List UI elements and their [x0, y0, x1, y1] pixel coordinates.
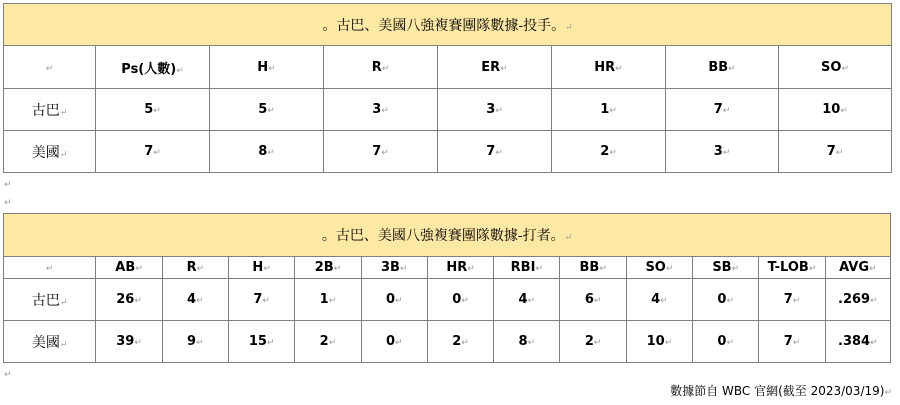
table-cell: [427, 279, 493, 321]
cell-value: 9: [187, 334, 197, 349]
cell-end-mark: ↵: [564, 233, 573, 243]
team-name-cell: [4, 89, 96, 131]
cell-end-mark: ↵: [328, 296, 337, 306]
cell-value: 10: [646, 334, 665, 349]
table-cell: [361, 321, 427, 363]
cell-value: 7: [783, 292, 793, 307]
cell-end-mark: ↵: [467, 264, 475, 274]
cell-end-mark: ↵: [267, 148, 275, 158]
cell-value: 4: [518, 292, 528, 307]
cell-end-mark: ↵: [153, 106, 161, 116]
team-name-cell: [4, 131, 96, 173]
cell-value: 1: [319, 292, 329, 307]
paragraph-mark: ↵: [4, 198, 12, 208]
table-cell: [210, 89, 324, 131]
cell-end-mark: ↵: [268, 63, 276, 74]
cell-value: 7: [713, 102, 723, 117]
cell-end-mark: ↵: [381, 148, 389, 158]
batting-header: [295, 257, 361, 279]
paragraph-mark: ↵: [884, 388, 892, 398]
pitching-header-empty: [4, 46, 96, 89]
table-cell: [162, 321, 228, 363]
table-cell: [324, 131, 438, 173]
cell-end-mark: ↵: [196, 338, 204, 348]
cell-end-mark: ↵: [59, 107, 68, 118]
cell-value: 3: [486, 102, 496, 117]
cell-value: 0: [385, 292, 395, 307]
cell-end-mark: ↵: [527, 338, 536, 348]
batting-header-text: 2B: [314, 260, 334, 275]
cell-end-mark: ↵: [731, 264, 740, 274]
pitching-header: [666, 46, 779, 89]
cell-end-mark: ↵: [660, 296, 668, 306]
table-cell: [96, 89, 210, 131]
cell-end-mark: ↵: [59, 339, 68, 350]
cell-end-mark: ↵: [153, 148, 161, 158]
cell-value: 7: [253, 292, 263, 307]
cell-end-mark: ↵: [176, 65, 184, 76]
batting-header: [427, 257, 493, 279]
table-cell: [96, 131, 210, 173]
cell-value: 26: [116, 292, 135, 307]
table-cell: [693, 321, 759, 363]
pitching-header: [210, 46, 324, 89]
batting-header-text: AVG: [839, 260, 870, 275]
pitching-row-cuba: [4, 89, 892, 131]
table-cell: [494, 321, 560, 363]
pitching-table-wrap: [3, 3, 891, 173]
cell-end-mark: ↵: [869, 264, 877, 274]
batting-header: [560, 257, 626, 279]
cell-end-mark: ↵: [394, 338, 403, 348]
team-name: 美國: [31, 334, 60, 351]
batting-header: [825, 257, 890, 279]
cell-value: 4: [187, 292, 197, 307]
team-name: 古巴: [31, 292, 60, 309]
cell-end-mark: ↵: [565, 22, 573, 33]
cell-value: 0: [717, 334, 727, 349]
cell-value: 7: [826, 144, 836, 159]
cell-value: 7: [486, 144, 496, 159]
batting-header-text: AB: [115, 260, 136, 275]
batting-header: [361, 257, 427, 279]
source-note-text: 數據節自 WBC 官網(截至 2023/03/19): [670, 384, 885, 398]
table-cell: [361, 279, 427, 321]
cell-value: .384: [838, 334, 871, 349]
cell-end-mark: ↵: [394, 296, 403, 306]
cell-end-mark: ↵: [841, 63, 849, 74]
paragraph-mark: ↵: [4, 370, 12, 380]
cell-value: 0: [385, 334, 395, 349]
cell-end-mark: ↵: [262, 296, 270, 306]
table-cell: [666, 131, 779, 173]
cell-value: 3: [713, 144, 723, 159]
cell-end-mark: ↵: [399, 264, 408, 274]
cell-end-mark: ↵: [266, 338, 275, 348]
batting-header-text: H: [252, 260, 264, 275]
pitching-header: [779, 46, 892, 89]
table-cell: [779, 89, 892, 131]
table-cell: [96, 279, 162, 321]
cell-end-mark: ↵: [609, 106, 617, 116]
table-cell: [427, 321, 493, 363]
team-name-cell: [4, 279, 96, 321]
table-cell: [229, 279, 295, 321]
cell-value: 8: [518, 334, 528, 349]
table-cell: [324, 89, 438, 131]
batting-table-wrap: [3, 213, 891, 363]
pitching-header-text: BB: [708, 59, 729, 75]
cell-value: 7: [783, 334, 793, 349]
cell-end-mark: ↵: [593, 296, 602, 306]
cell-end-mark: ↵: [792, 338, 801, 348]
cell-value: .269: [838, 292, 871, 307]
table-cell: [759, 321, 825, 363]
cell-end-mark: ↵: [870, 296, 878, 306]
batting-header: [229, 257, 295, 279]
table-cell: [552, 131, 666, 173]
pitching-table: [3, 3, 892, 173]
cell-value: 2: [600, 144, 610, 159]
table-cell: [560, 279, 626, 321]
batting-header-text: 3B: [380, 260, 400, 275]
cell-end-mark: ↵: [500, 63, 508, 74]
pitching-header-text: HR: [594, 59, 616, 75]
paragraph-mark: ↵: [4, 180, 12, 190]
cell-value: 7: [144, 144, 154, 159]
pitching-header-text: SO: [821, 59, 842, 75]
cell-end-mark: ↵: [196, 264, 205, 274]
batting-header: [96, 257, 162, 279]
cell-end-mark: ↵: [333, 264, 342, 274]
batting-header: [626, 257, 692, 279]
cell-end-mark: ↵: [381, 106, 389, 116]
batting-title: [4, 214, 891, 257]
cell-end-mark: ↵: [840, 106, 848, 116]
cell-end-mark: ↵: [665, 264, 674, 274]
cell-value: 6: [584, 292, 594, 307]
table-cell: [693, 279, 759, 321]
batting-header: [494, 257, 560, 279]
cell-end-mark: ↵: [45, 63, 54, 74]
cell-end-mark: ↵: [328, 338, 337, 348]
batting-row-usa: [4, 321, 891, 363]
pitching-header-row: [4, 46, 892, 89]
cell-end-mark: ↵: [134, 338, 142, 348]
cell-end-mark: ↵: [527, 296, 536, 306]
cell-value: 2: [452, 334, 462, 349]
table-cell: [295, 279, 361, 321]
cell-end-mark: ↵: [726, 338, 735, 348]
cell-end-mark: ↵: [45, 264, 54, 274]
table-cell: [438, 131, 552, 173]
table-cell: [494, 279, 560, 321]
batting-header-empty: [4, 257, 96, 279]
table-cell: [626, 279, 692, 321]
pitching-header-text: Ps(人數): [121, 61, 177, 77]
cell-end-mark: ↵: [792, 296, 801, 306]
cell-value: 10: [822, 102, 841, 117]
cell-value: 1: [600, 102, 610, 117]
cell-value: 3: [372, 102, 382, 117]
pitching-header: [96, 46, 210, 89]
table-cell: [825, 321, 890, 363]
cell-value: 15: [248, 334, 267, 349]
batting-header: [759, 257, 825, 279]
batting-header-row: [4, 257, 891, 279]
cell-value: 0: [717, 292, 727, 307]
cell-end-mark: ↵: [461, 338, 469, 348]
batting-header-text: T-LOB: [767, 260, 809, 275]
cell-end-mark: ↵: [134, 296, 142, 306]
table-cell: [759, 279, 825, 321]
batting-header-text: SB: [712, 260, 732, 275]
cell-end-mark: ↵: [722, 106, 731, 116]
cell-end-mark: ↵: [263, 264, 271, 274]
table-cell: [626, 321, 692, 363]
pitching-title-row: [4, 4, 892, 46]
table-cell: [560, 321, 626, 363]
table-cell: [552, 89, 666, 131]
pitching-header: [552, 46, 666, 89]
cell-end-mark: ↵: [135, 264, 143, 274]
pitching-title: [4, 4, 892, 46]
cell-end-mark: ↵: [535, 264, 543, 274]
cell-end-mark: ↵: [59, 297, 68, 308]
cell-end-mark: ↵: [461, 296, 469, 306]
cell-value: 8: [258, 144, 268, 159]
team-name: 古巴: [31, 102, 60, 119]
table-cell: [438, 89, 552, 131]
cell-end-mark: ↵: [59, 149, 68, 160]
cell-value: 2: [319, 334, 329, 349]
batting-header-text: RBI: [510, 260, 536, 275]
cell-end-mark: ↵: [870, 338, 878, 348]
table-cell: [825, 279, 890, 321]
team-name-cell: [4, 321, 96, 363]
source-note: [670, 382, 892, 399]
batting-header-text: HR: [446, 260, 468, 275]
table-cell: [295, 321, 361, 363]
cell-value: 5: [258, 102, 268, 117]
pitching-header-text: H: [257, 59, 269, 75]
cell-value: 0: [452, 292, 462, 307]
batting-header-text: R: [186, 260, 197, 275]
cell-end-mark: ↵: [599, 264, 607, 274]
cell-end-mark: ↵: [609, 148, 617, 158]
batting-header: [162, 257, 228, 279]
cell-end-mark: ↵: [196, 296, 204, 306]
pitching-header-text: R: [371, 59, 382, 75]
cell-end-mark: ↵: [267, 106, 275, 116]
table-cell: [779, 131, 892, 173]
cell-value: 39: [116, 334, 135, 349]
cell-end-mark: ↵: [381, 63, 390, 74]
cell-end-mark: ↵: [495, 148, 503, 158]
table-cell: [210, 131, 324, 173]
pitching-row-usa: [4, 131, 892, 173]
batting-table: [3, 213, 891, 363]
cell-value: 2: [584, 334, 594, 349]
cell-end-mark: ↵: [495, 106, 503, 116]
cell-end-mark: ↵: [615, 63, 623, 74]
table-cell: [666, 89, 779, 131]
team-name: 美國: [31, 144, 60, 161]
pitching-header: [438, 46, 552, 89]
cell-end-mark: ↵: [808, 264, 817, 274]
pitching-header-text: ER: [481, 59, 501, 75]
cell-end-mark: ↵: [728, 63, 736, 74]
pitching-title-text: 。古巴、美國八強複賽團隊數據-投手。: [322, 17, 566, 34]
cell-end-mark: ↵: [664, 338, 673, 348]
batting-header-text: SO: [645, 260, 666, 275]
table-cell: [229, 321, 295, 363]
cell-value: 5: [144, 102, 154, 117]
cell-value: 4: [651, 292, 661, 307]
cell-end-mark: ↵: [722, 148, 731, 158]
batting-title-text: 。古巴、美國八強複賽團隊數據-打者。: [321, 228, 565, 244]
cell-end-mark: ↵: [835, 148, 844, 158]
batting-header-text: BB: [579, 260, 600, 275]
table-cell: [96, 321, 162, 363]
batting-header: [693, 257, 759, 279]
cell-value: 7: [372, 144, 382, 159]
batting-row-cuba: [4, 279, 891, 321]
cell-end-mark: ↵: [593, 338, 602, 348]
cell-end-mark: ↵: [726, 296, 735, 306]
pitching-header: [324, 46, 438, 89]
batting-title-row: [4, 214, 891, 257]
table-cell: [162, 279, 228, 321]
